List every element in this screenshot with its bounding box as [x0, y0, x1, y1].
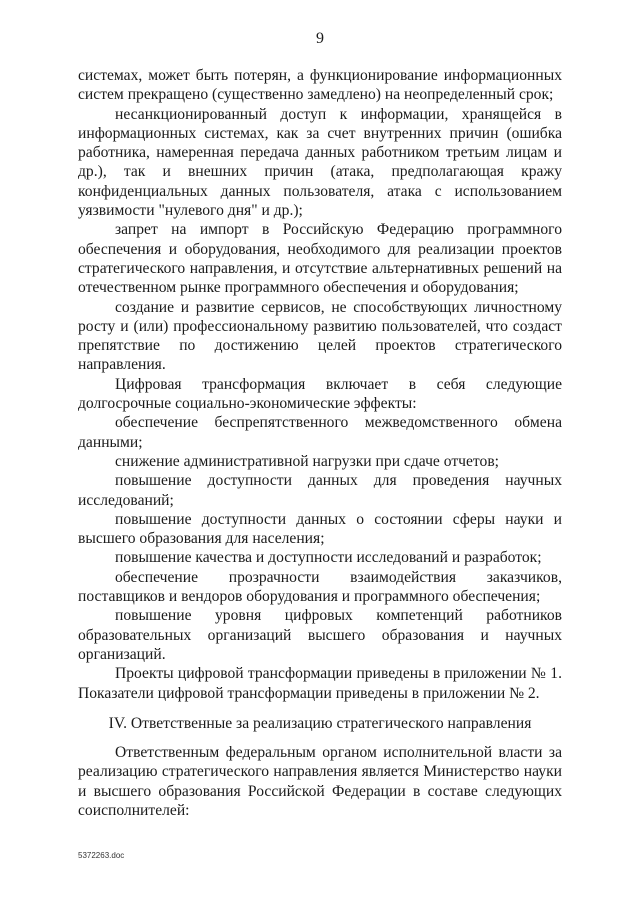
list-item-effect: обеспечение беспрепятственного межведомственного обмена данными;: [78, 414, 562, 451]
list-item-effect: обеспечение прозрачности взаимодействия заказчиков, поставщиков и вендоров оборудования и программного обеспечения;: [78, 568, 562, 606]
paragraph-unauthorized-access: несанкционированный доступ к информации, хранящейся в информационных системах, как за счет внутренних причин (ошибка работника, намеренная передача данных работником третьим лицам и др.), так и внешних причин (атака, предполагающая кражу конфиденциальных данных пользователя, атака с использованием уязвимости "нулевого дня" и др.);: [78, 105, 562, 220]
paragraph-import-ban: запрет на импорт в Российскую Федерацию программного обеспечения и оборудования, необходимого для реализации проектов стратегического направления, и отсутствие альтернативных решений на отечественном рынке программного обеспечения и оборудования;: [78, 221, 562, 297]
paragraph-services: создание и развитие сервисов, не способствующих личностному росту и (или) профессиональному развитию пользователей, что создаст препятствие по достижению целей проектов стратегического направления.: [78, 298, 562, 374]
section-heading: IV. Ответственные за реализацию стратегического направления: [108, 714, 532, 732]
list-item-effect: повышение доступности данных о состоянии сферы науки и высшего образования для населения;: [78, 510, 562, 548]
list-item-effect: снижение административной нагрузки при сдаче отчетов;: [115, 452, 500, 470]
list-item-effect: повышение уровня цифровых компетенций работников образовательных организаций высшего образования и научных организаций.: [78, 607, 562, 663]
list-item-effect: повышение качества и доступности исследований и разработок;: [115, 549, 542, 567]
list-item-effect: повышение доступности данных для проведения научных исследований;: [78, 472, 562, 509]
paragraph-responsible-body: Ответственным федеральным органом исполнительной власти за реализацию стратегического направления является Министерство науки и высшего образования Российской Федерации в составе следующих соисполнителей:: [78, 744, 562, 819]
document-body: [78, 66, 562, 820]
paragraph-appendix-references: Проекты цифровой трансформации приведены в приложении № 1. Показатели цифровой трансформации приведены в приложении № 2.: [78, 665, 562, 702]
paragraph-continuation: системах, может быть потерян, а функционирование информационных систем прекращено (существенно замедлено) на неопределенный срок;: [78, 67, 562, 104]
page-number: 9: [316, 30, 324, 47]
file-id: 5372263.doc: [78, 851, 125, 860]
paragraph-effects-intro: Цифровая трансформация включает в себя следующие долгосрочные социально-экономические эффекты:: [78, 375, 562, 413]
